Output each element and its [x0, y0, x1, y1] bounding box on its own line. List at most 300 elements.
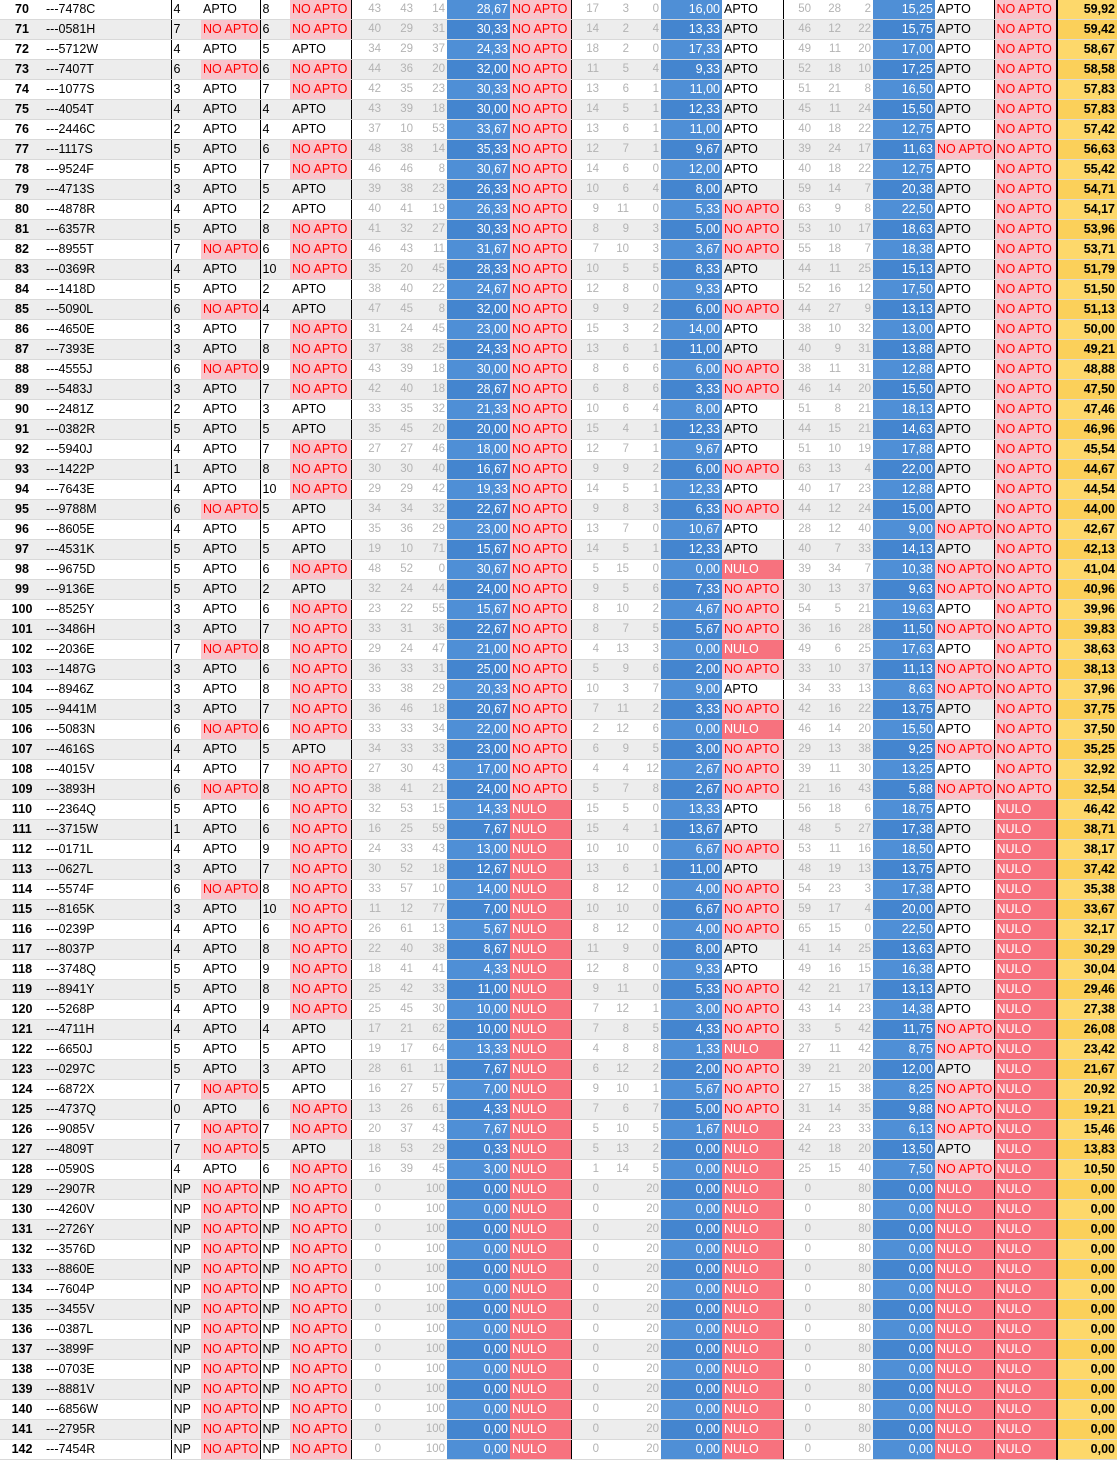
final-status-cell[interactable]: NO APTO — [994, 680, 1057, 700]
part2-blank-cell[interactable]: 1 — [631, 1080, 661, 1100]
test1-grade-cell[interactable]: 4 — [171, 100, 201, 120]
part3-wrong-cell[interactable]: 18 — [813, 1140, 843, 1160]
part1-correct-cell[interactable]: 11 — [351, 900, 383, 920]
part3-wrong-cell[interactable]: 17 — [813, 480, 843, 500]
part2-wrong-cell[interactable] — [601, 1200, 631, 1220]
part2-correct-cell[interactable]: 13 — [571, 860, 601, 880]
part1-blank-cell[interactable]: 18 — [415, 700, 447, 720]
part1-correct-cell[interactable]: 13 — [351, 1100, 383, 1120]
part2-blank-cell[interactable]: 20 — [631, 1340, 661, 1360]
part2-blank-cell[interactable]: 0 — [631, 520, 661, 540]
part3-correct-cell[interactable]: 45 — [783, 100, 813, 120]
total-score-cell[interactable]: 0,00 — [1057, 1220, 1117, 1240]
test2-grade-cell[interactable]: 5 — [260, 420, 290, 440]
part2-wrong-cell[interactable]: 7 — [601, 780, 631, 800]
part3-correct-cell[interactable]: 21 — [783, 780, 813, 800]
student-id-cell[interactable]: ---5268P — [44, 1000, 171, 1020]
part2-wrong-cell[interactable]: 6 — [601, 80, 631, 100]
part3-wrong-cell[interactable]: 19 — [813, 860, 843, 880]
test1-status-cell[interactable]: NO APTO — [201, 20, 260, 40]
part2-score-cell[interactable]: 3,00 — [661, 740, 722, 760]
part1-correct-cell[interactable]: 23 — [351, 600, 383, 620]
test2-status-cell[interactable]: NO APTO — [290, 160, 351, 180]
test2-status-cell[interactable]: NO APTO — [290, 960, 351, 980]
part3-score-cell[interactable]: 18,63 — [873, 220, 935, 240]
part3-correct-cell[interactable]: 34 — [783, 680, 813, 700]
part2-blank-cell[interactable]: 0 — [631, 840, 661, 860]
row-number-cell[interactable]: 87 — [0, 340, 44, 360]
part1-correct-cell[interactable]: 0 — [351, 1400, 383, 1420]
part2-blank-cell[interactable]: 20 — [631, 1420, 661, 1440]
test1-status-cell[interactable]: APTO — [201, 1060, 260, 1080]
test1-grade-cell[interactable]: 4 — [171, 740, 201, 760]
final-status-cell[interactable]: NO APTO — [994, 600, 1057, 620]
part3-status-cell[interactable]: APTO — [935, 260, 994, 280]
part3-blank-cell[interactable]: 80 — [843, 1380, 873, 1400]
part2-wrong-cell[interactable]: 8 — [601, 960, 631, 980]
part1-status-cell[interactable]: NO APTO — [510, 540, 571, 560]
test1-status-cell[interactable]: NO APTO — [201, 1080, 260, 1100]
part1-status-cell[interactable]: NULO — [510, 1380, 571, 1400]
part2-status-cell[interactable]: NULO — [722, 1360, 783, 1380]
test2-status-cell[interactable]: NO APTO — [290, 1320, 351, 1340]
student-id-cell[interactable]: ---2795R — [44, 1420, 171, 1440]
test1-status-cell[interactable]: APTO — [201, 100, 260, 120]
test1-status-cell[interactable]: NO APTO — [201, 1320, 260, 1340]
part2-wrong-cell[interactable]: 6 — [601, 340, 631, 360]
part1-status-cell[interactable]: NULO — [510, 820, 571, 840]
part3-status-cell[interactable]: APTO — [935, 920, 994, 940]
part1-wrong-cell[interactable]: 40 — [383, 380, 415, 400]
part1-status-cell[interactable]: NO APTO — [510, 720, 571, 740]
test2-grade-cell[interactable]: 6 — [260, 1160, 290, 1180]
test2-grade-cell[interactable]: 3 — [260, 1060, 290, 1080]
part3-wrong-cell[interactable]: 15 — [813, 1160, 843, 1180]
part1-blank-cell[interactable]: 11 — [415, 1060, 447, 1080]
part3-status-cell[interactable]: APTO — [935, 40, 994, 60]
student-id-cell[interactable]: ---0590S — [44, 1160, 171, 1180]
part1-score-cell[interactable]: 15,67 — [447, 600, 510, 620]
part3-wrong-cell[interactable]: 15 — [813, 420, 843, 440]
row-number-cell[interactable]: 113 — [0, 860, 44, 880]
part2-score-cell[interactable]: 6,67 — [661, 840, 722, 860]
row-number-cell[interactable]: 140 — [0, 1400, 44, 1420]
part2-status-cell[interactable]: APTO — [722, 440, 783, 460]
student-id-cell[interactable]: ---9524F — [44, 160, 171, 180]
final-status-cell[interactable]: NO APTO — [994, 340, 1057, 360]
test2-grade-cell[interactable]: 8 — [260, 680, 290, 700]
part2-wrong-cell[interactable]: 4 — [601, 760, 631, 780]
part3-status-cell[interactable]: NO APTO — [935, 740, 994, 760]
part1-status-cell[interactable]: NO APTO — [510, 280, 571, 300]
test1-grade-cell[interactable]: 4 — [171, 40, 201, 60]
test1-status-cell[interactable]: NO APTO — [201, 1380, 260, 1400]
part3-correct-cell[interactable]: 33 — [783, 1020, 813, 1040]
part2-correct-cell[interactable]: 8 — [571, 360, 601, 380]
part2-status-cell[interactable]: APTO — [722, 140, 783, 160]
part3-correct-cell[interactable]: 0 — [783, 1400, 813, 1420]
test2-status-cell[interactable]: NO APTO — [290, 1240, 351, 1260]
part1-wrong-cell[interactable]: 24 — [383, 580, 415, 600]
part2-score-cell[interactable]: 2,67 — [661, 780, 722, 800]
test1-grade-cell[interactable]: 5 — [171, 1060, 201, 1080]
final-status-cell[interactable]: NULO — [994, 1180, 1057, 1200]
part1-score-cell[interactable]: 0,00 — [447, 1400, 510, 1420]
part1-blank-cell[interactable]: 18 — [415, 100, 447, 120]
part3-blank-cell[interactable]: 25 — [843, 640, 873, 660]
part3-correct-cell[interactable]: 31 — [783, 1100, 813, 1120]
student-id-cell[interactable]: ---1487G — [44, 660, 171, 680]
test1-status-cell[interactable]: APTO — [201, 860, 260, 880]
student-id-cell[interactable]: ---3715W — [44, 820, 171, 840]
part3-score-cell[interactable]: 16,50 — [873, 80, 935, 100]
part2-status-cell[interactable]: NULO — [722, 640, 783, 660]
final-status-cell[interactable]: NULO — [994, 1080, 1057, 1100]
part1-status-cell[interactable]: NO APTO — [510, 80, 571, 100]
row-number-cell[interactable]: 117 — [0, 940, 44, 960]
student-id-cell[interactable]: ---4555J — [44, 360, 171, 380]
part3-status-cell[interactable]: APTO — [935, 60, 994, 80]
part1-blank-cell[interactable]: 53 — [415, 120, 447, 140]
part1-correct-cell[interactable]: 0 — [351, 1380, 383, 1400]
part2-status-cell[interactable]: NULO — [722, 1380, 783, 1400]
test2-status-cell[interactable]: APTO — [290, 400, 351, 420]
student-id-cell[interactable]: ---4713S — [44, 180, 171, 200]
part1-score-cell[interactable]: 10,00 — [447, 1000, 510, 1020]
part1-wrong-cell[interactable] — [383, 1380, 415, 1400]
part2-wrong-cell[interactable] — [601, 1240, 631, 1260]
part3-score-cell[interactable]: 9,88 — [873, 1100, 935, 1120]
part2-blank-cell[interactable]: 7 — [631, 1100, 661, 1120]
total-score-cell[interactable]: 44,00 — [1057, 500, 1117, 520]
student-id-cell[interactable]: ---4650E — [44, 320, 171, 340]
part3-wrong-cell[interactable]: 12 — [813, 500, 843, 520]
part1-score-cell[interactable]: 0,00 — [447, 1220, 510, 1240]
part2-blank-cell[interactable]: 20 — [631, 1400, 661, 1420]
part3-status-cell[interactable]: NULO — [935, 1440, 994, 1460]
test2-grade-cell[interactable]: 5 — [260, 500, 290, 520]
student-id-cell[interactable]: ---1077S — [44, 80, 171, 100]
part3-score-cell[interactable]: 17,88 — [873, 440, 935, 460]
row-number-cell[interactable]: 126 — [0, 1120, 44, 1140]
part1-wrong-cell[interactable]: 38 — [383, 340, 415, 360]
part2-wrong-cell[interactable]: 5 — [601, 540, 631, 560]
student-id-cell[interactable]: ---6856W — [44, 1400, 171, 1420]
part1-correct-cell[interactable]: 33 — [351, 720, 383, 740]
test2-status-cell[interactable]: APTO — [290, 1080, 351, 1100]
part2-wrong-cell[interactable]: 7 — [601, 520, 631, 540]
part3-score-cell[interactable]: 0,00 — [873, 1260, 935, 1280]
part3-status-cell[interactable]: APTO — [935, 220, 994, 240]
part1-blank-cell[interactable]: 100 — [415, 1360, 447, 1380]
part1-blank-cell[interactable]: 41 — [415, 960, 447, 980]
test1-grade-cell[interactable]: 4 — [171, 840, 201, 860]
part2-status-cell[interactable]: APTO — [722, 80, 783, 100]
part2-score-cell[interactable]: 0,00 — [661, 1400, 722, 1420]
part2-status-cell[interactable]: NO APTO — [722, 760, 783, 780]
part1-wrong-cell[interactable]: 24 — [383, 320, 415, 340]
test2-grade-cell[interactable]: 9 — [260, 1000, 290, 1020]
part3-correct-cell[interactable]: 39 — [783, 560, 813, 580]
part3-blank-cell[interactable]: 25 — [843, 940, 873, 960]
test2-grade-cell[interactable]: 6 — [260, 240, 290, 260]
part2-status-cell[interactable]: NO APTO — [722, 900, 783, 920]
test2-status-cell[interactable]: NO APTO — [290, 1300, 351, 1320]
part1-status-cell[interactable]: NULO — [510, 900, 571, 920]
test2-grade-cell[interactable]: NP — [260, 1260, 290, 1280]
part2-wrong-cell[interactable] — [601, 1180, 631, 1200]
part3-correct-cell[interactable]: 40 — [783, 160, 813, 180]
final-status-cell[interactable]: NULO — [994, 1200, 1057, 1220]
part3-status-cell[interactable]: APTO — [935, 240, 994, 260]
test1-status-cell[interactable]: APTO — [201, 840, 260, 860]
part2-score-cell[interactable]: 5,00 — [661, 1100, 722, 1120]
part2-blank-cell[interactable]: 8 — [631, 1040, 661, 1060]
test2-status-cell[interactable]: NO APTO — [290, 340, 351, 360]
total-score-cell[interactable]: 53,96 — [1057, 220, 1117, 240]
part1-correct-cell[interactable]: 26 — [351, 920, 383, 940]
part2-blank-cell[interactable]: 6 — [631, 660, 661, 680]
part1-wrong-cell[interactable]: 32 — [383, 220, 415, 240]
test1-grade-cell[interactable]: 5 — [171, 560, 201, 580]
test1-grade-cell[interactable]: 3 — [171, 860, 201, 880]
test1-grade-cell[interactable]: 7 — [171, 1080, 201, 1100]
part2-score-cell[interactable]: 14,00 — [661, 320, 722, 340]
part3-status-cell[interactable]: NO APTO — [935, 1020, 994, 1040]
total-score-cell[interactable]: 41,04 — [1057, 560, 1117, 580]
part2-correct-cell[interactable]: 9 — [571, 580, 601, 600]
row-number-cell[interactable]: 109 — [0, 780, 44, 800]
part2-wrong-cell[interactable]: 5 — [601, 800, 631, 820]
part1-wrong-cell[interactable]: 29 — [383, 480, 415, 500]
part2-status-cell[interactable]: APTO — [722, 0, 783, 20]
part2-blank-cell[interactable]: 7 — [631, 680, 661, 700]
part1-blank-cell[interactable]: 10 — [415, 880, 447, 900]
test2-status-cell[interactable]: NO APTO — [290, 1000, 351, 1020]
part3-status-cell[interactable]: APTO — [935, 0, 994, 20]
test2-grade-cell[interactable]: 8 — [260, 940, 290, 960]
part1-correct-cell[interactable]: 36 — [351, 700, 383, 720]
part2-correct-cell[interactable]: 5 — [571, 1120, 601, 1140]
test1-status-cell[interactable]: NO APTO — [201, 1440, 260, 1460]
part1-correct-cell[interactable]: 44 — [351, 60, 383, 80]
part1-score-cell[interactable]: 28,67 — [447, 380, 510, 400]
part1-blank-cell[interactable]: 100 — [415, 1240, 447, 1260]
part1-score-cell[interactable]: 20,67 — [447, 700, 510, 720]
row-number-cell[interactable]: 116 — [0, 920, 44, 940]
part1-correct-cell[interactable]: 48 — [351, 140, 383, 160]
final-status-cell[interactable]: NULO — [994, 1280, 1057, 1300]
part2-correct-cell[interactable]: 8 — [571, 600, 601, 620]
part1-correct-cell[interactable]: 34 — [351, 740, 383, 760]
final-status-cell[interactable]: NO APTO — [994, 700, 1057, 720]
part1-correct-cell[interactable]: 35 — [351, 260, 383, 280]
row-number-cell[interactable]: 120 — [0, 1000, 44, 1020]
part1-blank-cell[interactable]: 37 — [415, 40, 447, 60]
part2-wrong-cell[interactable]: 8 — [601, 1020, 631, 1040]
part3-wrong-cell[interactable]: 7 — [813, 540, 843, 560]
test1-status-cell[interactable]: NO APTO — [201, 1300, 260, 1320]
test1-status-cell[interactable]: APTO — [201, 620, 260, 640]
test1-grade-cell[interactable]: 3 — [171, 180, 201, 200]
final-status-cell[interactable]: NULO — [994, 840, 1057, 860]
part2-wrong-cell[interactable] — [601, 1440, 631, 1460]
part1-status-cell[interactable]: NO APTO — [510, 640, 571, 660]
part2-blank-cell[interactable]: 8 — [631, 780, 661, 800]
part2-blank-cell[interactable]: 20 — [631, 1200, 661, 1220]
part3-score-cell[interactable]: 12,88 — [873, 480, 935, 500]
part1-status-cell[interactable]: NO APTO — [510, 20, 571, 40]
student-id-cell[interactable]: ---4531K — [44, 540, 171, 560]
total-score-cell[interactable]: 32,92 — [1057, 760, 1117, 780]
part3-status-cell[interactable]: APTO — [935, 860, 994, 880]
part2-status-cell[interactable]: NO APTO — [722, 300, 783, 320]
part3-status-cell[interactable]: APTO — [935, 980, 994, 1000]
part3-blank-cell[interactable]: 43 — [843, 780, 873, 800]
student-id-cell[interactable]: ---9441M — [44, 700, 171, 720]
part3-blank-cell[interactable]: 20 — [843, 1140, 873, 1160]
part2-wrong-cell[interactable]: 7 — [601, 620, 631, 640]
part1-correct-cell[interactable]: 0 — [351, 1180, 383, 1200]
part1-score-cell[interactable]: 24,67 — [447, 280, 510, 300]
part3-wrong-cell[interactable]: 13 — [813, 460, 843, 480]
part1-blank-cell[interactable]: 64 — [415, 1040, 447, 1060]
part2-wrong-cell[interactable]: 7 — [601, 440, 631, 460]
total-score-cell[interactable]: 45,54 — [1057, 440, 1117, 460]
test2-status-cell[interactable]: NO APTO — [290, 80, 351, 100]
part3-blank-cell[interactable]: 7 — [843, 240, 873, 260]
test2-grade-cell[interactable]: NP — [260, 1340, 290, 1360]
part2-correct-cell[interactable]: 12 — [571, 280, 601, 300]
part1-status-cell[interactable]: NULO — [510, 960, 571, 980]
test2-grade-cell[interactable]: 7 — [260, 320, 290, 340]
part1-correct-cell[interactable]: 29 — [351, 640, 383, 660]
row-number-cell[interactable]: 139 — [0, 1380, 44, 1400]
part1-score-cell[interactable]: 0,00 — [447, 1380, 510, 1400]
total-score-cell[interactable]: 0,00 — [1057, 1360, 1117, 1380]
test2-grade-cell[interactable]: 9 — [260, 840, 290, 860]
part2-wrong-cell[interactable]: 13 — [601, 640, 631, 660]
part2-wrong-cell[interactable]: 12 — [601, 1060, 631, 1080]
part3-correct-cell[interactable]: 46 — [783, 380, 813, 400]
test2-grade-cell[interactable]: 7 — [260, 440, 290, 460]
test1-status-cell[interactable]: NO APTO — [201, 1220, 260, 1240]
part2-blank-cell[interactable]: 1 — [631, 860, 661, 880]
part3-blank-cell[interactable]: 17 — [843, 220, 873, 240]
part1-blank-cell[interactable]: 29 — [415, 1140, 447, 1160]
row-number-cell[interactable]: 76 — [0, 120, 44, 140]
part1-correct-cell[interactable]: 38 — [351, 280, 383, 300]
part1-score-cell[interactable]: 13,33 — [447, 1040, 510, 1060]
final-status-cell[interactable]: NULO — [994, 880, 1057, 900]
final-status-cell[interactable]: NO APTO — [994, 300, 1057, 320]
student-id-cell[interactable]: ---7478C — [44, 0, 171, 20]
part2-blank-cell[interactable]: 5 — [631, 740, 661, 760]
part3-blank-cell[interactable]: 7 — [843, 560, 873, 580]
part2-wrong-cell[interactable]: 11 — [601, 200, 631, 220]
final-status-cell[interactable]: NO APTO — [994, 320, 1057, 340]
test2-status-cell[interactable]: APTO — [290, 500, 351, 520]
total-score-cell[interactable]: 0,00 — [1057, 1300, 1117, 1320]
part3-score-cell[interactable]: 17,38 — [873, 820, 935, 840]
part3-score-cell[interactable]: 17,63 — [873, 640, 935, 660]
part3-blank-cell[interactable]: 24 — [843, 100, 873, 120]
total-score-cell[interactable]: 44,67 — [1057, 460, 1117, 480]
part1-blank-cell[interactable]: 100 — [415, 1200, 447, 1220]
part1-wrong-cell[interactable]: 39 — [383, 100, 415, 120]
test1-status-cell[interactable]: APTO — [201, 900, 260, 920]
part1-status-cell[interactable]: NO APTO — [510, 480, 571, 500]
part2-score-cell[interactable]: 0,00 — [661, 1160, 722, 1180]
part1-correct-cell[interactable]: 28 — [351, 1060, 383, 1080]
part1-wrong-cell[interactable]: 22 — [383, 600, 415, 620]
part1-score-cell[interactable]: 14,33 — [447, 800, 510, 820]
part1-blank-cell[interactable]: 33 — [415, 740, 447, 760]
part1-status-cell[interactable]: NULO — [510, 920, 571, 940]
final-status-cell[interactable]: NULO — [994, 1100, 1057, 1120]
part1-wrong-cell[interactable]: 33 — [383, 740, 415, 760]
part3-wrong-cell[interactable] — [813, 1200, 843, 1220]
part3-blank-cell[interactable]: 19 — [843, 440, 873, 460]
part2-correct-cell[interactable]: 13 — [571, 120, 601, 140]
total-score-cell[interactable]: 37,50 — [1057, 720, 1117, 740]
part1-wrong-cell[interactable] — [383, 1320, 415, 1340]
test1-grade-cell[interactable]: 2 — [171, 120, 201, 140]
part1-score-cell[interactable]: 30,67 — [447, 160, 510, 180]
student-id-cell[interactable]: ---7407T — [44, 60, 171, 80]
total-score-cell[interactable]: 47,50 — [1057, 380, 1117, 400]
student-id-cell[interactable]: ---7604P — [44, 1280, 171, 1300]
part3-wrong-cell[interactable]: 14 — [813, 940, 843, 960]
part1-wrong-cell[interactable]: 25 — [383, 820, 415, 840]
student-id-cell[interactable]: ---3455V — [44, 1300, 171, 1320]
part2-blank-cell[interactable]: 20 — [631, 1440, 661, 1460]
part1-correct-cell[interactable]: 42 — [351, 380, 383, 400]
part2-status-cell[interactable]: NULO — [722, 1240, 783, 1260]
part3-correct-cell[interactable]: 28 — [783, 520, 813, 540]
part1-wrong-cell[interactable]: 35 — [383, 80, 415, 100]
test1-grade-cell[interactable]: 4 — [171, 480, 201, 500]
part1-wrong-cell[interactable] — [383, 1360, 415, 1380]
part2-status-cell[interactable]: NO APTO — [722, 380, 783, 400]
part2-score-cell[interactable]: 6,67 — [661, 900, 722, 920]
test1-grade-cell[interactable]: 5 — [171, 960, 201, 980]
row-number-cell[interactable]: 89 — [0, 380, 44, 400]
part2-blank-cell[interactable]: 0 — [631, 200, 661, 220]
part2-wrong-cell[interactable]: 10 — [601, 1120, 631, 1140]
final-status-cell[interactable]: NO APTO — [994, 740, 1057, 760]
test2-grade-cell[interactable]: 2 — [260, 200, 290, 220]
part3-wrong-cell[interactable]: 27 — [813, 300, 843, 320]
student-id-cell[interactable]: ---2726Y — [44, 1220, 171, 1240]
part2-wrong-cell[interactable]: 6 — [601, 160, 631, 180]
part2-wrong-cell[interactable]: 4 — [601, 820, 631, 840]
part3-score-cell[interactable]: 11,63 — [873, 140, 935, 160]
part1-score-cell[interactable]: 0,00 — [447, 1340, 510, 1360]
part1-correct-cell[interactable]: 33 — [351, 400, 383, 420]
part2-status-cell[interactable]: NO APTO — [722, 1100, 783, 1120]
part1-correct-cell[interactable]: 27 — [351, 440, 383, 460]
row-number-cell[interactable]: 74 — [0, 80, 44, 100]
test2-grade-cell[interactable]: NP — [260, 1400, 290, 1420]
final-status-cell[interactable]: NO APTO — [994, 580, 1057, 600]
part3-status-cell[interactable]: APTO — [935, 300, 994, 320]
row-number-cell[interactable]: 93 — [0, 460, 44, 480]
part1-status-cell[interactable]: NULO — [510, 1420, 571, 1440]
part1-wrong-cell[interactable]: 52 — [383, 560, 415, 580]
part3-status-cell[interactable]: APTO — [935, 720, 994, 740]
test2-grade-cell[interactable]: 3 — [260, 400, 290, 420]
